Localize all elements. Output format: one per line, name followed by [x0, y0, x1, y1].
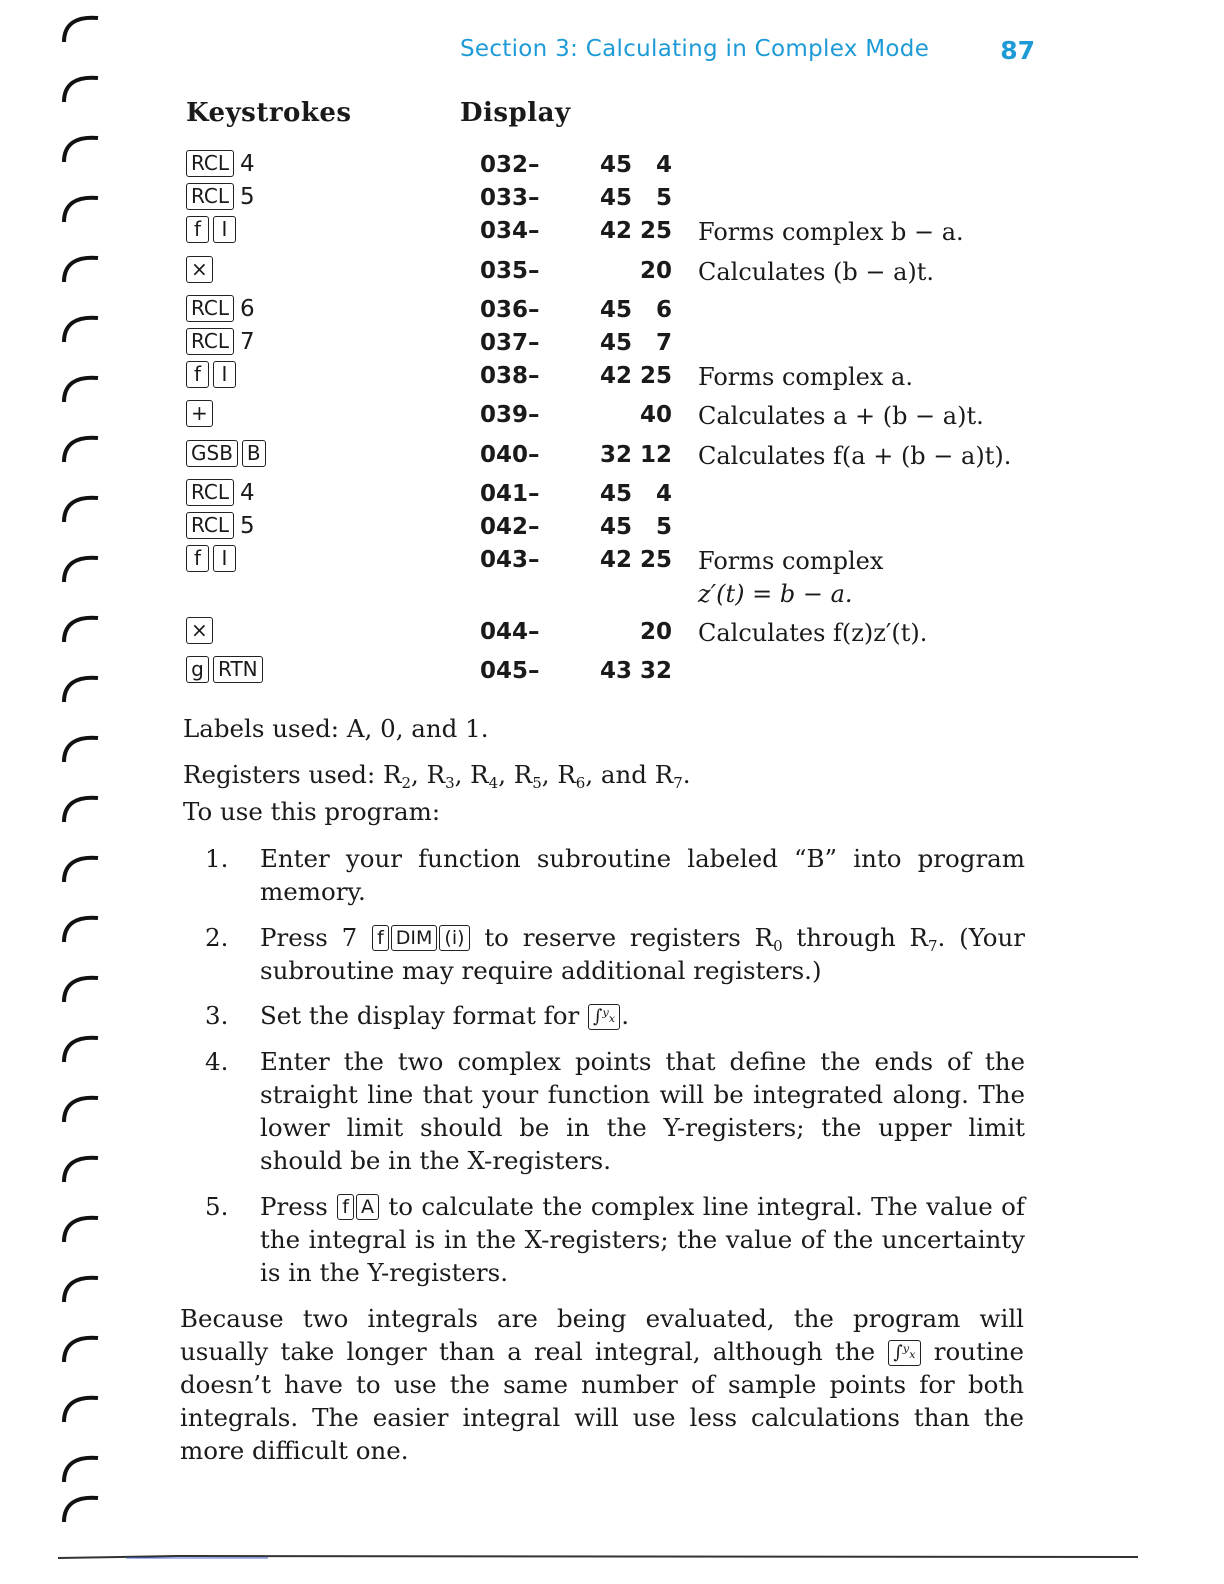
binding-ring-icon [58, 550, 102, 584]
calculator-key: f [186, 361, 209, 388]
binding-ring-icon [58, 610, 102, 644]
keystroke-cell [186, 400, 217, 427]
keystroke-argument: 4 [240, 150, 255, 177]
keystroke-cell [186, 545, 240, 572]
step-comment: Calculates f(a + (b − a)t). [698, 442, 1012, 470]
line-number: 035– [480, 258, 540, 284]
line-number: 037– [480, 330, 540, 356]
display-code: 42 25 [599, 363, 672, 389]
calculator-key: RCL [186, 183, 234, 210]
calculator-key: × [186, 256, 213, 283]
keystroke-argument: 7 [240, 328, 255, 355]
to-use-heading: To use this program: [183, 797, 441, 826]
line-number: 033– [480, 185, 540, 211]
keystroke-cell [186, 656, 267, 683]
page-number: 87 [1000, 36, 1035, 65]
binding-ring-icon [58, 370, 102, 404]
calculator-key: GSB [186, 440, 238, 467]
line-number: 045– [480, 658, 540, 684]
calculator-key: B [242, 440, 266, 467]
step-comment: Calculates f(z)z′(t). [698, 619, 928, 647]
binding-ring-icon [58, 130, 102, 164]
spiral-binding [58, 0, 118, 1540]
binding-ring-icon [58, 190, 102, 224]
line-number: 038– [480, 363, 540, 389]
calculator-key: RCL [186, 150, 234, 177]
calculator-key: I [213, 545, 236, 572]
binding-ring-icon [58, 790, 102, 824]
keystroke-cell [186, 216, 240, 243]
line-number: 039– [480, 402, 540, 428]
binding-ring-icon [58, 1490, 102, 1524]
binding-ring-icon [58, 850, 102, 884]
keystroke-cell [186, 440, 270, 467]
binding-ring-icon [58, 970, 102, 1004]
display-code: 43 32 [599, 658, 672, 684]
registers-used: Registers used: $R_2$, $R_3$, $R_4$, $R_5$, $R_6$, and $R_7$. [183, 760, 691, 792]
calculator-key: RCL [186, 328, 234, 355]
binding-ring-icon [58, 730, 102, 764]
display-code: 40 [639, 402, 672, 428]
f-key: f [372, 925, 389, 951]
page-header [460, 36, 1035, 70]
step-comment: Calculates a + (b − a)t. [698, 402, 984, 430]
calculator-key: × [186, 617, 213, 644]
a-key: A [356, 1194, 379, 1220]
binding-ring-icon [58, 250, 102, 284]
calculator-key: f [186, 216, 209, 243]
keystroke-cell [186, 150, 255, 177]
step-comment: Forms complex [698, 547, 884, 575]
binding-ring-icon [58, 430, 102, 464]
display-code: 42 25 [599, 218, 672, 244]
display-code: 42 25 [599, 547, 672, 573]
binding-ring-icon [58, 1030, 102, 1064]
binding-ring-icon [58, 1390, 102, 1424]
binding-ring-icon [58, 1150, 102, 1184]
line-number: 042– [480, 514, 540, 540]
display-code: 45 4 [599, 481, 672, 507]
keystroke-cell [186, 256, 217, 283]
display-code: 20 [639, 258, 672, 284]
calculator-key: I [213, 361, 236, 388]
i-index-key: (i) [439, 925, 469, 951]
keystroke-cell [186, 361, 240, 388]
binding-ring-icon [58, 1330, 102, 1364]
step-comment: Forms complex b − a. [698, 218, 964, 246]
display-heading: Display [460, 98, 571, 128]
keystroke-cell [186, 183, 255, 210]
keystroke-cell [186, 328, 255, 355]
line-number: 040– [480, 442, 540, 468]
binding-ring-icon [58, 310, 102, 344]
display-code: 20 [639, 619, 672, 645]
binding-ring-icon [58, 1090, 102, 1124]
binding-ring-icon [58, 670, 102, 704]
keystrokes-heading: Keystrokes [186, 98, 352, 128]
calculator-key: RCL [186, 479, 234, 506]
display-code: 45 5 [599, 185, 672, 211]
keystroke-cell [186, 479, 255, 506]
step-comment: z′(t) = b − a. [698, 580, 853, 608]
f-key: f [337, 1194, 354, 1220]
labels-used: Labels used: A, 0, and 1. [183, 714, 489, 743]
display-code: 45 6 [599, 297, 672, 323]
integrate-key: ∫ʸₓ [888, 1340, 920, 1366]
line-number: 043– [480, 547, 540, 573]
calculator-key: RCL [186, 295, 234, 322]
closing-paragraph: Because two integrals are being evaluated, the program will usually take longer than a real integral, although the ∫ʸₓ routine doesn’t have to use the same number of sample points for both integrals. The easier integral will use less calculations than the more difficult one. [180, 1304, 1024, 1465]
display-code: 45 5 [599, 514, 672, 540]
calculator-key: RTN [213, 656, 263, 683]
integrate-key: ∫ʸₓ [588, 1004, 620, 1030]
calculator-key: I [213, 216, 236, 243]
binding-ring-icon [58, 1450, 102, 1484]
keystroke-argument: 5 [240, 512, 255, 539]
calculator-key: RCL [186, 512, 234, 539]
line-number: 032– [480, 152, 540, 178]
section-title: Section 3: Calculating in Complex Mode [460, 36, 930, 62]
line-number: 044– [480, 619, 540, 645]
binding-ring-icon [58, 490, 102, 524]
keystroke-cell [186, 617, 217, 644]
binding-ring-icon [58, 1270, 102, 1304]
display-code: 32 12 [599, 442, 672, 468]
line-number: 041– [480, 481, 540, 507]
display-code: 45 7 [599, 330, 672, 356]
keystroke-cell [186, 512, 255, 539]
keystroke-argument: 6 [240, 295, 255, 322]
line-number: 036– [480, 297, 540, 323]
calculator-key: g [186, 656, 209, 683]
binding-ring-icon [58, 1210, 102, 1244]
calculator-key: f [186, 545, 209, 572]
step-comment: Forms complex a. [698, 363, 913, 391]
binding-ring-icon [58, 10, 102, 44]
binding-ring-icon [58, 910, 102, 944]
calculator-key: + [186, 400, 213, 427]
display-code: 45 4 [599, 152, 672, 178]
keystroke-argument: 4 [240, 479, 255, 506]
step-comment: Calculates (b − a)t. [698, 258, 935, 286]
dim-key: DIM [391, 925, 438, 951]
binding-ring-icon [58, 70, 102, 104]
keystroke-cell [186, 295, 255, 322]
keystroke-argument: 5 [240, 183, 255, 210]
line-number: 034– [480, 218, 540, 244]
footer-rule [58, 1555, 1138, 1559]
